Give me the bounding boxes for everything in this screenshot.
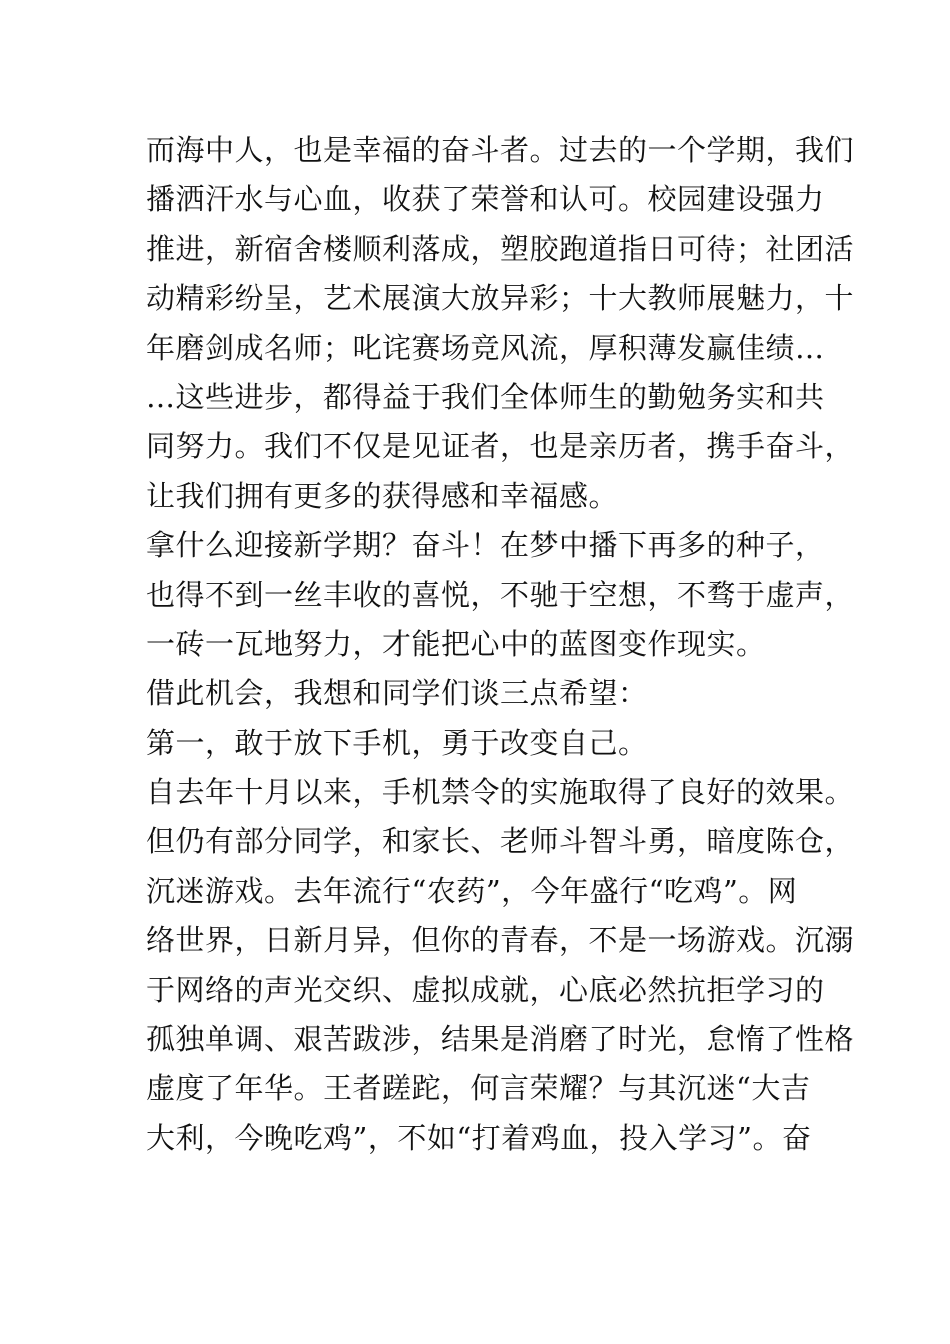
text-line: 年磨剑成名师；叱诧赛场竞风流，厚积薄发赢佳绩… [146, 330, 825, 365]
text-line: 大利，今晚吃鸡”，不如“打着鸡血，投入学习”。奋 [146, 1120, 812, 1155]
text-line: 播洒汗水与心血，收获了荣誉和认可。校园建设强力 [146, 182, 825, 217]
text-line: 一砖一瓦地努力，才能把心中的蓝图变作现实。 [146, 626, 766, 661]
text-line: …这些进步，都得益于我们全体师生的勤勉务实和共 [146, 379, 825, 414]
text-line: 第一，敢于放下手机，勇于改变自己。 [146, 725, 648, 760]
text-line: 借此机会，我想和同学们谈三点希望： [146, 676, 648, 711]
text-line: 但仍有部分同学，和家长、老师斗智斗勇，暗度陈仓， [146, 824, 855, 859]
text-line: 拿什么迎接新学期？奋斗！在梦中播下再多的种子， [146, 528, 825, 563]
text-line: 于网络的声光交织、虚拟成就，心底必然抗拒学习的 [146, 972, 825, 1007]
text-line: 自去年十月以来，手机禁令的实施取得了良好的效果。 [146, 775, 855, 810]
text-line: 也得不到一丝丰收的喜悦，不驰于空想，不骛于虚声， [146, 577, 855, 612]
text-line: 让我们拥有更多的获得感和幸福感。 [146, 478, 619, 513]
text-line: 同努力。我们不仅是见证者，也是亲历者，携手奋斗， [146, 429, 855, 464]
text-line: 而海中人，也是幸福的奋斗者。过去的一个学期，我们 [146, 133, 855, 167]
text-line: 推进，新宿舍楼顺利落成，塑胶跑道指日可待；社团活 [146, 231, 855, 266]
body-text [146, 126, 855, 1163]
text-line: 虚度了年华。王者蹉跎，何言荣耀？与其沉迷“大吉 [146, 1071, 811, 1106]
text-line: 孤独单调、艰苦跋涉，结果是消磨了时光，怠惰了性格 [146, 1022, 855, 1057]
text-line: 沉迷游戏。去年流行“农药”，今年盛行“吃鸡”。网 [146, 873, 798, 908]
text-line: 动精彩纷呈，艺术展演大放异彩；十大教师展魅力，十 [146, 281, 855, 316]
text-line: 络世界，日新月异，但你的青春，不是一场游戏。沉溺 [146, 923, 855, 958]
